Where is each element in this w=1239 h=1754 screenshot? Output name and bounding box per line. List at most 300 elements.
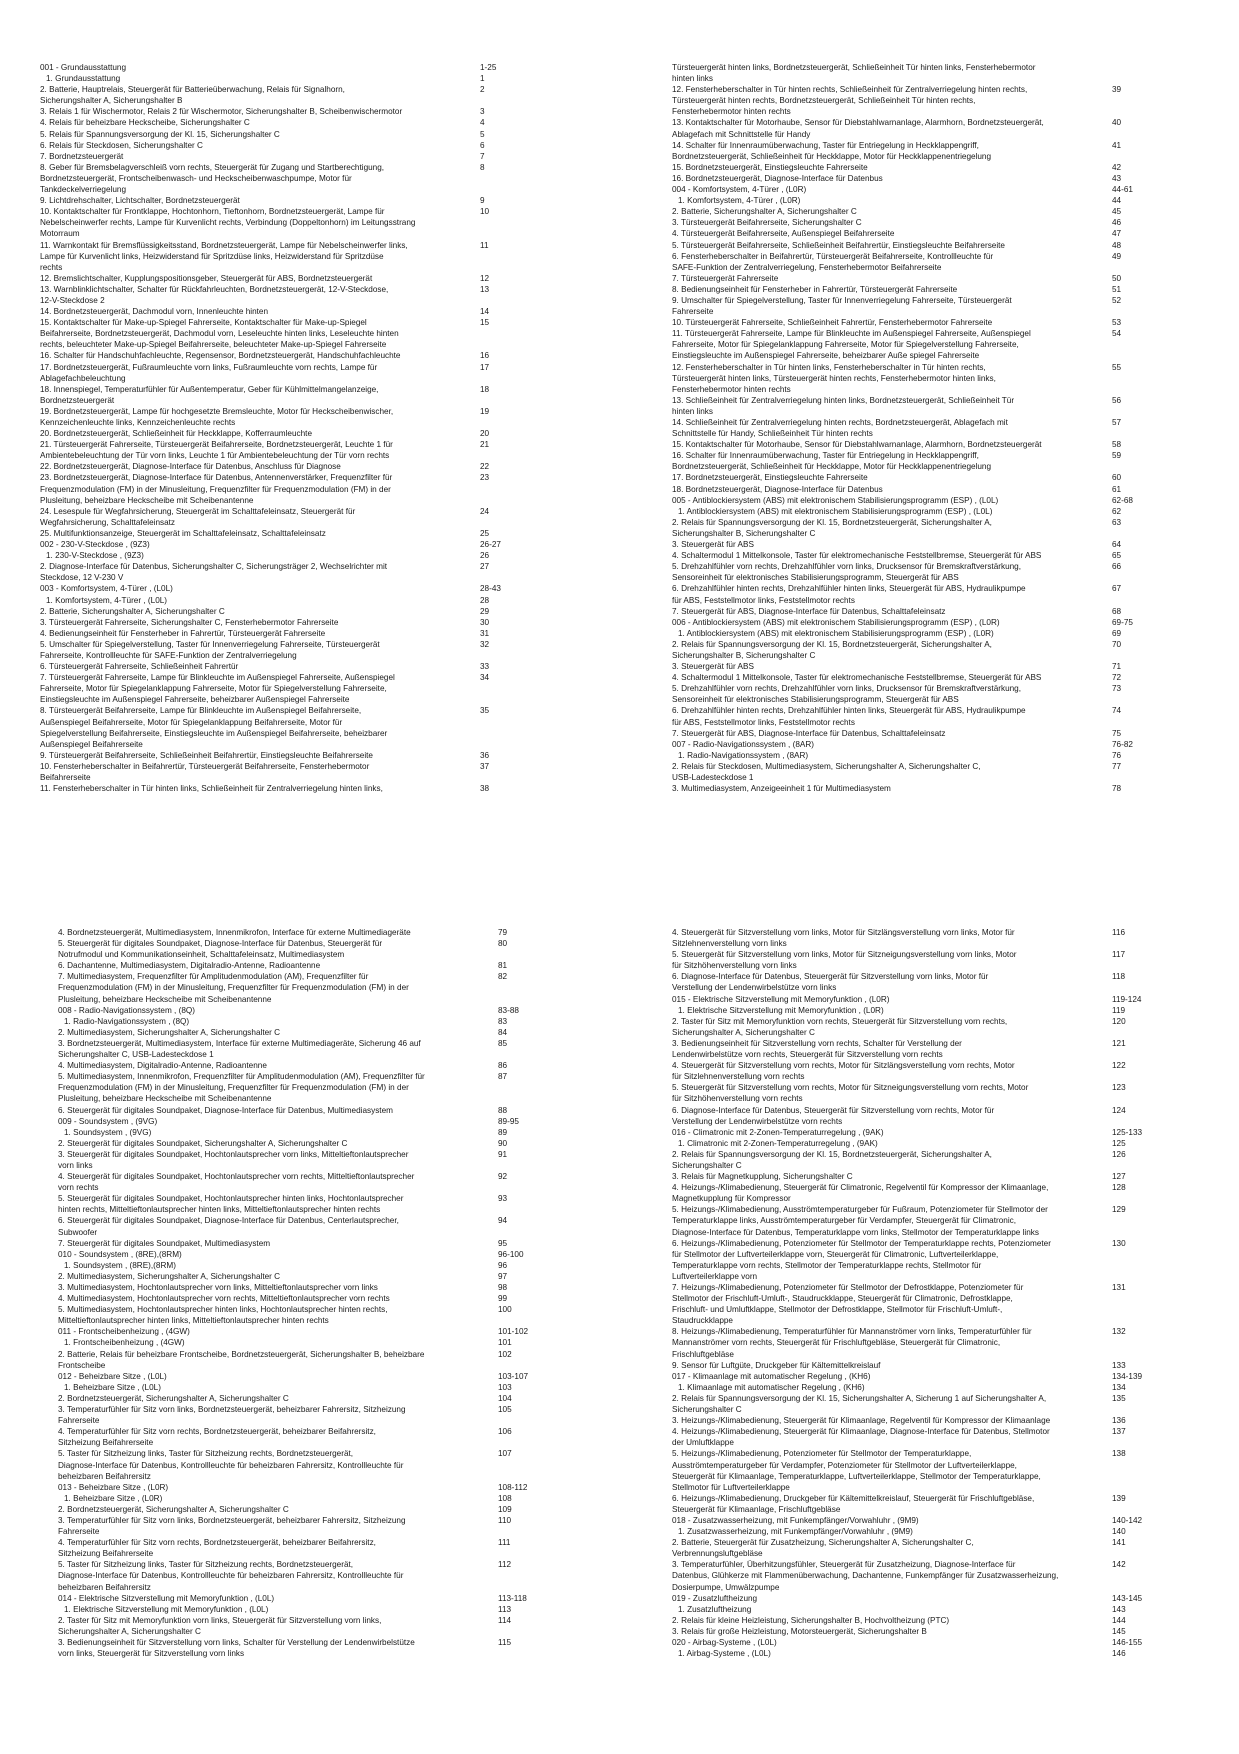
toc-entry-title: 010 - Soundsystem , (8RE),(8RM) xyxy=(58,1249,182,1259)
toc-row xyxy=(58,1559,606,1570)
toc-row xyxy=(58,1227,606,1238)
toc-entry-title: Bordnetzsteuergerät, Frontscheibenwasch- und Heckscheibenwaschpumpe, Motor für xyxy=(40,173,352,183)
toc-entry-page xyxy=(498,1415,606,1426)
toc-row xyxy=(58,938,606,949)
toc-row xyxy=(40,284,588,295)
toc-entry-page xyxy=(480,694,588,705)
toc-entry-page xyxy=(1112,1160,1220,1171)
toc-entry-page xyxy=(1112,772,1220,783)
toc-row xyxy=(58,1204,606,1215)
toc-entry-page: 33 xyxy=(480,662,490,672)
toc-row xyxy=(40,362,588,373)
toc-entry-page: 113-118 xyxy=(498,1593,527,1603)
toc-entry-title: Sicherungshalter C xyxy=(672,1405,742,1415)
toc-row xyxy=(672,1426,1220,1437)
toc-entry-page xyxy=(1112,1570,1220,1581)
toc-row xyxy=(672,539,1220,550)
toc-entry-title: 6. Diagnose-Interface für Datenbus, Steuergerät für Sitzverstellung vorn rechts, Motor für xyxy=(672,1105,995,1115)
toc-entry-title: 17. Bordnetzsteuergerät, Einstiegsleuchte Fahrerseite xyxy=(672,473,868,483)
toc-entry-title: 7. Multimediasystem, Frequenzfilter für Amplitudenmodulation (AM), Frequenzfilter für xyxy=(58,972,369,982)
toc-row xyxy=(40,739,588,750)
toc-row xyxy=(672,1626,1220,1637)
toc-entry-title: Ablagefachbeleuchtung xyxy=(40,373,126,383)
toc-row xyxy=(40,295,588,306)
toc-entry-title: vorn rechts xyxy=(58,1183,99,1193)
toc-row xyxy=(672,772,1220,783)
toc-entry-page xyxy=(498,1160,606,1171)
toc-entry-title: Außenspiegel Beifahrerseite xyxy=(40,739,143,749)
toc-entry-title: Frontscheibe xyxy=(58,1360,106,1370)
toc-row xyxy=(672,561,1220,572)
toc-row xyxy=(40,783,588,794)
toc-entry-title: 15. Kontaktschalter für Make-up-Spiegel Fahrerseite, Kontaktschalter für Make-up-Spiegel xyxy=(40,318,367,328)
toc-entry-page: 107 xyxy=(498,1449,512,1459)
toc-row xyxy=(40,129,588,140)
toc-row xyxy=(58,1615,606,1626)
toc-entry-page: 41 xyxy=(1112,140,1122,150)
toc-row xyxy=(58,982,606,993)
toc-entry-title: 2. Relais für Spannungsversorgung der Kl. 15, Bordnetzsteuergerät, Sicherungshalter A, xyxy=(672,1149,992,1159)
toc-row xyxy=(40,694,588,705)
toc-entry-title: 4. Temperaturfühler für Sitz vorn rechts, Bordnetzsteuergerät, beheizbarer Beifahrersitz, xyxy=(58,1427,376,1437)
toc-entry-page: 111 xyxy=(498,1538,511,1548)
toc-row xyxy=(40,317,588,328)
toc-entry-title: 18. Bordnetzsteuergerät, Diagnose-Interface für Datenbus xyxy=(672,484,883,494)
toc-entry-page: 130 xyxy=(1112,1238,1126,1248)
toc-row xyxy=(672,1637,1220,1648)
toc-entry-title: 16. Bordnetzsteuergerät, Diagnose-Interface für Datenbus xyxy=(672,173,883,183)
toc-entry-page: 141 xyxy=(1112,1538,1126,1548)
toc-entry-page: 105 xyxy=(498,1405,512,1415)
toc-entry-page xyxy=(480,450,588,461)
toc-row xyxy=(672,960,1220,971)
toc-entry-title: 9. Türsteuergerät Beifahrerseite, Schließeinheit Beifahrertür, Einstiegsleuchte Beifahrerseite xyxy=(40,750,373,760)
toc-entry-page: 8 xyxy=(480,162,485,172)
toc-entry-page: 79 xyxy=(498,928,508,937)
toc-row xyxy=(672,1615,1220,1626)
toc-row xyxy=(672,450,1220,461)
toc-entry-page: 115 xyxy=(498,1638,512,1647)
toc-entry-page: 31 xyxy=(480,628,490,638)
toc-entry-page: 58 xyxy=(1112,440,1122,450)
toc-row xyxy=(58,1382,606,1393)
toc-row xyxy=(672,572,1220,583)
toc-entry-title: Fensterhebermotor hinten rechts xyxy=(672,107,791,117)
toc-row xyxy=(58,1249,606,1260)
toc-entry-page xyxy=(1112,1027,1220,1038)
toc-entry-page: 138 xyxy=(1112,1449,1126,1459)
toc-row xyxy=(58,1637,606,1648)
toc-entry-title: 1. Komfortsystem, 4-Türer , (L0R) xyxy=(678,196,801,206)
toc-row xyxy=(672,1404,1220,1415)
toc-entry-page: 16 xyxy=(480,351,490,361)
toc-row xyxy=(58,1271,606,1282)
toc-entry-title: 5. Umschalter für Spiegelverstellung, Taster für Innenverriegelung Fahrerseite, Türsteuergerät xyxy=(40,639,380,649)
toc-entry-title: 5. Multimediasystem, Hochtonlautsprecher hinten links, Hochtonlautsprecher hinten rechts, xyxy=(58,1305,388,1315)
toc-entry-title: 9. Lichtdrehschalter, Lichtschalter, Bordnetzsteuergerät xyxy=(40,196,240,206)
toc-entry-page: 69 xyxy=(1112,628,1122,638)
toc-entry-page: 82 xyxy=(498,972,508,982)
toc-row xyxy=(672,750,1220,761)
toc-entry-title: Temperaturklappe links, Ausströmtemperaturgeber für Verdampfer, Steuergerät für Climatronic, xyxy=(672,1216,1017,1226)
toc-entry-page xyxy=(498,994,606,1005)
toc-entry-title: 7. Steuergerät für ABS, Diagnose-Interface für Datenbus, Schalttafeleinsatz xyxy=(672,728,946,738)
toc-row xyxy=(672,228,1220,239)
toc-entry-page: 25 xyxy=(480,528,490,538)
toc-entry-page xyxy=(480,373,588,384)
toc-row xyxy=(672,339,1220,350)
toc-entry-title: Frequenzmodulation (FM) in der Minusleitung, Frequenzfilter für Frequenzmodulation (FM) in der xyxy=(58,983,409,993)
toc-entry-title: 5. Relais für Spannungsversorgung der Kl. 15, Sicherungshalter C xyxy=(40,129,280,139)
toc-row xyxy=(40,661,588,672)
toc-row xyxy=(672,1204,1220,1215)
toc-row xyxy=(672,1249,1220,1260)
toc-entry-title: für ABS, Feststellmotor links, Feststellmotor rechts xyxy=(672,595,855,605)
toc-row xyxy=(40,228,588,239)
toc-entry-page xyxy=(1112,1471,1220,1482)
toc-entry-page xyxy=(1112,1337,1220,1348)
toc-entry-page: 13 xyxy=(480,284,490,294)
toc-row xyxy=(58,1593,606,1604)
toc-row xyxy=(58,1337,606,1348)
toc-row xyxy=(58,1071,606,1082)
toc-entry-page xyxy=(1112,1437,1220,1448)
toc-entry-page xyxy=(1112,106,1220,117)
toc-entry-page: 133 xyxy=(1112,1360,1126,1370)
toc-entry-title: 7. Bordnetzsteuergerät xyxy=(40,151,124,161)
toc-row xyxy=(58,960,606,971)
toc-row xyxy=(40,206,588,217)
toc-entry-page: 134 xyxy=(1112,1382,1126,1392)
toc-row xyxy=(672,1448,1220,1459)
toc-entry-page: 52 xyxy=(1112,295,1122,305)
toc-entry-title: hinten rechts, Mitteltieftonlautsprecher hinten links, Mitteltieftonlautsprecher hinten rechts xyxy=(58,1205,381,1215)
toc-entry-title: für ABS, Feststellmotor links, Feststellmotor rechts xyxy=(672,717,855,727)
toc-entry-page xyxy=(498,1570,606,1581)
toc-entry-title: 6. Drehzahlfühler hinten rechts, Drehzahlfühler hinten links, Steuergerät für ABS, Hydraulikpumpe xyxy=(672,584,1026,594)
toc-entry-title: 2. Batterie, Relais für beheizbare Frontscheibe, Bordnetzsteuergerät, Sicherungshalter B, beheizbare xyxy=(58,1349,425,1359)
toc-entry-page xyxy=(480,484,588,495)
toc-entry-page xyxy=(480,328,588,339)
toc-entry-title: Außenspiegel Beifahrerseite, Motor für Spiegelanklappung Beifahrerseite, Motor für xyxy=(40,717,343,727)
toc-entry-page: 96-100 xyxy=(498,1249,524,1259)
toc-entry-title: 5. Multimediasystem, Innenmikrofon, Frequenzfilter für Amplitudenmodulation (AM), Frequenzfilter für xyxy=(58,1072,425,1082)
toc-row xyxy=(58,1648,606,1659)
toc-entry-title: 10. Kontaktschalter für Frontklappe, Hochtonhorn, Tieftonhorn, Bordnetzsteuergerät, Lampe für xyxy=(40,207,385,217)
toc-entry-page: 108 xyxy=(498,1493,512,1503)
toc-row xyxy=(58,1116,606,1127)
toc-row xyxy=(672,1016,1220,1027)
toc-entry-title: 001 - Grundausstattung xyxy=(40,63,127,72)
toc-row xyxy=(40,217,588,228)
toc-entry-page: 146 xyxy=(1112,1649,1126,1659)
toc-row xyxy=(672,328,1220,339)
toc-entry-title: 003 - Komfortsystem, 4-Türer , (L0L) xyxy=(40,584,173,594)
toc-entry-title: 6. Heizungs-/Klimabedienung, Druckgeber für Kältemittelkreislauf, Steuergerät für Frischluftgebläse, xyxy=(672,1493,1035,1503)
toc-entry-title: Diagnose-Interface für Datenbus, Kontrollleuchte für beheizbaren Fahrersitz, Kontrollleuchte für xyxy=(58,1460,404,1470)
toc-entry-page xyxy=(1112,528,1220,539)
toc-row xyxy=(40,606,588,617)
toc-row xyxy=(40,506,588,517)
toc-entry-title: Einstiegsleuchte im Außenspiegel Fahrerseite, beheizbarer Außenspiegel Fahrerseite xyxy=(40,695,350,705)
toc-row xyxy=(672,273,1220,284)
toc-row xyxy=(672,938,1220,949)
toc-entry-title: 11. Fensterheberschalter in Tür hinten links, Schließeinheit für Zentralverriegelung hinten links, xyxy=(40,784,383,794)
toc-entry-title: 1. Radio-Navigationssystem , (8AR) xyxy=(678,750,809,760)
toc-row xyxy=(58,1082,606,1093)
toc-entry-title: Beifahrerseite xyxy=(40,773,91,782)
toc-row xyxy=(40,173,588,184)
toc-entry-title: 14. Bordnetzsteuergerät, Dachmodul vorn, Innenleuchte hinten xyxy=(40,307,269,317)
toc-row xyxy=(40,251,588,262)
toc-entry-page: 49 xyxy=(1112,251,1122,261)
toc-row xyxy=(58,1093,606,1104)
toc-entry-title: 3. Steuergerät für ABS xyxy=(672,662,754,672)
toc-entry-title: Sicherungshalter C xyxy=(672,1160,742,1170)
toc-entry-page xyxy=(480,517,588,528)
toc-entry-page: 132 xyxy=(1112,1327,1126,1337)
toc-entry-page: 97 xyxy=(498,1271,508,1281)
toc-entry-title: 6. Türsteuergerät Fahrerseite, Schließeinheit Fahrertür xyxy=(40,662,239,672)
toc-row xyxy=(40,95,588,106)
toc-entry-title: Ausströmtemperaturgeber für Verdampfer, Potenziometer für Stellmotor der Luftverteilerklappe, xyxy=(672,1460,1017,1470)
toc-row xyxy=(672,240,1220,251)
toc-row xyxy=(672,106,1220,117)
toc-row xyxy=(672,672,1220,683)
toc-row xyxy=(672,1049,1220,1060)
toc-entry-title: 18. Innenspiegel, Temperaturfühler für Außentemperatur, Geber für Kühlmittelmangelanzeige, xyxy=(40,384,379,394)
toc-entry-title: 013 - Beheizbare Sitze , (L0R) xyxy=(58,1482,169,1492)
toc-entry-page xyxy=(480,683,588,694)
toc-row xyxy=(40,117,588,128)
toc-entry-title: für Sitzhöhenverstellung vorn links xyxy=(672,961,797,971)
toc-entry-page xyxy=(498,1082,606,1093)
toc-entry-page xyxy=(498,1548,606,1559)
toc-row xyxy=(58,1471,606,1482)
toc-entry-page: 140 xyxy=(1112,1527,1126,1537)
toc-entry-title: Mannanströmer vorn rechts, Steuergerät für Frischluftgebläse, Steuergerät für Climatronic, xyxy=(672,1338,1001,1348)
toc-entry-title: Bordnetzsteuergerät, Schließeinheit für Heckklappe, Motor für Heckklappenentriegelung xyxy=(672,151,992,161)
toc-entry-page xyxy=(1112,1093,1220,1104)
toc-entry-page: 4 xyxy=(480,118,485,128)
toc-entry-title: 2. Taster für Sitz mit Memoryfunktion vorn links, Steuergerät für Sitzverstellung vorn links, xyxy=(58,1615,382,1625)
toc-entry-page: 10 xyxy=(480,207,490,217)
toc-row xyxy=(58,1626,606,1637)
toc-row xyxy=(40,417,588,428)
toc-row xyxy=(58,1448,606,1459)
toc-entry-title: 4. Multimediasystem, Digitalradio-Antenne, Radioantenne xyxy=(58,1061,267,1071)
toc-row xyxy=(672,1160,1220,1171)
toc-entry-title: 12-V-Steckdose 2 xyxy=(40,295,105,305)
toc-row xyxy=(672,1526,1220,1537)
toc-entry-page xyxy=(1112,339,1220,350)
toc-entry-page: 143-145 xyxy=(1112,1593,1143,1603)
toc-entry-title: 12. Fensterheberschalter in Tür hinten rechts, Schließeinheit für Zentralverriegelung hinten rechts, xyxy=(672,85,1028,95)
toc-entry-page: 72 xyxy=(1112,673,1122,683)
toc-entry-title: 2. Multimediasystem, Sicherungshalter A, Sicherungshalter C xyxy=(58,1271,281,1281)
toc-entry-title: Sicherungshalter C, USB-Ladesteckdose 1 xyxy=(58,1050,214,1060)
toc-entry-page: 38 xyxy=(480,784,490,794)
toc-row xyxy=(672,683,1220,694)
toc-row xyxy=(40,195,588,206)
toc-entry-page: 137 xyxy=(1112,1427,1126,1437)
toc-entry-page: 80 xyxy=(498,939,508,949)
toc-entry-page: 21 xyxy=(480,440,490,450)
toc-entry-title: Plusleitung, beheizbare Heckscheibe mit Scheibenantenne xyxy=(58,1094,272,1104)
toc-row xyxy=(40,728,588,739)
toc-entry-page: 116 xyxy=(1112,928,1126,937)
toc-entry-page xyxy=(1112,595,1220,606)
toc-entry-page: 101 xyxy=(498,1338,512,1348)
toc-entry-page: 110 xyxy=(498,1515,512,1525)
toc-row xyxy=(40,628,588,639)
toc-row xyxy=(672,472,1220,483)
toc-panel-bottom-left xyxy=(58,927,606,1701)
toc-row xyxy=(58,949,606,960)
toc-entry-page: 122 xyxy=(1112,1061,1126,1071)
toc-entry-title: 007 - Radio-Navigationssystem , (8AR) xyxy=(672,739,814,749)
toc-entry-title: Plusleitung, beheizbare Heckscheibe mit Scheibenantenne xyxy=(40,495,254,505)
toc-row xyxy=(58,1371,606,1382)
toc-entry-page xyxy=(498,982,606,993)
toc-entry-page: 62 xyxy=(1112,506,1122,516)
toc-entry-page xyxy=(1112,960,1220,971)
toc-entry-title: 2. Batterie, Sicherungshalter A, Sicherungshalter C xyxy=(40,606,225,616)
toc-entry-title: Lendenwirbelstütze vorn rechts, Steuergerät für Sitzverstellung vorn rechts xyxy=(672,1050,943,1060)
toc-entry-page: 53 xyxy=(1112,318,1122,328)
toc-entry-page: 40 xyxy=(1112,118,1122,128)
toc-entry-page xyxy=(498,1460,606,1471)
toc-entry-page: 127 xyxy=(1112,1172,1126,1182)
toc-row xyxy=(40,84,588,95)
toc-row xyxy=(672,1504,1220,1515)
toc-entry-page: 14 xyxy=(480,307,490,317)
toc-entry-title: 21. Türsteuergerät Fahrerseite, Türsteuergerät Beifahrerseite, Bordnetzsteuergerät, Leuchte 1 für xyxy=(40,440,393,450)
toc-row xyxy=(58,1049,606,1060)
toc-entry-title: 3. Multimediasystem, Hochtonlautsprecher vorn links, Mitteltieftonlautsprecher vorn links xyxy=(58,1283,378,1292)
toc-row xyxy=(58,1604,606,1615)
toc-entry-title: Verstellung der Lendenwirbelstütze vorn links xyxy=(672,983,837,993)
toc-entry-title: 3. Steuergerät für ABS xyxy=(672,540,754,550)
toc-entry-page: 143 xyxy=(1112,1604,1126,1614)
toc-entry-title: Steckdose, 12 V-230 V xyxy=(40,573,124,583)
toc-entry-page: 63 xyxy=(1112,517,1122,527)
toc-entry-page: 62-68 xyxy=(1112,495,1133,505)
toc-entry-title: 004 - Komfortsystem, 4-Türer , (L0R) xyxy=(672,185,807,195)
toc-row xyxy=(672,1271,1220,1282)
toc-row xyxy=(672,927,1220,938)
toc-entry-title: Sicherungshalter B, Sicherungshalter C xyxy=(672,528,816,538)
toc-entry-title: Fahrerseite xyxy=(58,1527,100,1537)
toc-entry-title: 5. Steuergerät für digitales Soundpaket, Diagnose-Interface für Datenbus, Steuergerät für xyxy=(58,939,383,949)
toc-entry-title: 10. Fensterheberschalter in Beifahrertür, Türsteuergerät Beifahrerseite, Fensterhebermotor xyxy=(40,761,370,771)
toc-entry-title: 6. Fensterheberschalter in Beifahrertür, Türsteuergerät Beifahrerseite, Kontrollleuchte für xyxy=(672,251,994,261)
toc-entry-page: 108-112 xyxy=(498,1482,528,1492)
toc-row xyxy=(40,406,588,417)
toc-row xyxy=(40,328,588,339)
toc-entry-page: 129 xyxy=(1112,1205,1126,1215)
toc-entry-page: 50 xyxy=(1112,273,1122,283)
toc-entry-page: 85 xyxy=(498,1038,508,1048)
toc-entry-title: 8. Geber für Bremsbelagverschleiß vorn rechts, Steuergerät für Zugang und Startberechtigung, xyxy=(40,162,385,172)
toc-entry-title: 015 - Elektrische Sitzverstellung mit Memoryfunktion , (L0R) xyxy=(672,994,890,1004)
toc-entry-title: 014 - Elektrische Sitzverstellung mit Memoryfunktion , (L0L) xyxy=(58,1593,275,1603)
toc-entry-title: 1. Soundsystem , (8RE),(8RM) xyxy=(64,1260,176,1270)
toc-row xyxy=(40,240,588,251)
toc-entry-title: 011 - Frontscheibenheizung , (4GW) xyxy=(58,1327,190,1337)
toc-entry-title: 16. Schalter für Innenraumüberwachung, Taster für Entriegelung in Heckklappengriff, xyxy=(672,451,979,461)
toc-entry-title: 3. Türsteuergerät Beifahrerseite, Sicherungshalter C xyxy=(672,218,862,228)
toc-entry-title: 15. Kontaktschalter für Motorhaube, Sensor für Diebstahlwarnanlage, Alarmhorn, Bordnetzsteuergerät xyxy=(672,440,1042,450)
toc-entry-page xyxy=(498,1204,606,1215)
toc-entry-page: 99 xyxy=(498,1294,508,1304)
toc-row xyxy=(672,761,1220,772)
toc-row xyxy=(672,1582,1220,1593)
toc-row xyxy=(672,306,1220,317)
toc-entry-title: 2. Diagnose-Interface für Datenbus, Sicherungshalter C, Sicherungsträger 2, Wechselrichter mit xyxy=(40,562,388,572)
toc-row xyxy=(58,1138,606,1149)
toc-row xyxy=(672,1382,1220,1393)
toc-row xyxy=(40,750,588,761)
toc-entry-page: 125 xyxy=(1112,1138,1126,1148)
toc-entry-title: Sitzlehnenverstellung vorn links xyxy=(672,939,787,949)
toc-entry-title: Sicherungshalter B, Sicherungshalter C xyxy=(672,650,816,660)
toc-entry-title: Stellmotor für Luftverteilerklappe xyxy=(672,1482,790,1492)
toc-entry-page xyxy=(1112,717,1220,728)
toc-entry-title: 6. Steuergerät für digitales Soundpaket, Diagnose-Interface für Datenbus, Centerlautsprecher, xyxy=(58,1216,399,1226)
toc-entry-title: Fahrerseite, Kontrollleuchte für SAFE-Funktion der Zentralverriegelung xyxy=(40,650,297,660)
toc-entry-title: vorn links xyxy=(58,1160,93,1170)
toc-row xyxy=(672,1349,1220,1360)
toc-entry-title: 3. Relais 1 für Wischermotor, Relais 2 für Wischermotor, Sicherungshalter B, Scheibenwischermotor xyxy=(40,107,403,117)
toc-entry-title: 1. Radio-Navigationssystem , (8Q) xyxy=(64,1016,190,1026)
toc-entry-page: 98 xyxy=(498,1283,508,1292)
toc-entry-page: 3 xyxy=(480,107,485,117)
toc-entry-page: 43 xyxy=(1112,173,1122,183)
toc-entry-page: 136 xyxy=(1112,1416,1126,1426)
toc-row xyxy=(58,1171,606,1182)
toc-entry-page: 18 xyxy=(480,384,490,394)
toc-row xyxy=(672,550,1220,561)
toc-entry-page xyxy=(1112,384,1220,395)
toc-row xyxy=(672,717,1220,728)
toc-row xyxy=(58,1493,606,1504)
toc-entry-page xyxy=(1112,306,1220,317)
toc-row xyxy=(672,1082,1220,1093)
toc-row xyxy=(40,672,588,683)
toc-entry-title: 2. Bordnetzsteuergerät, Sicherungshalter A, Sicherungshalter C xyxy=(58,1504,289,1514)
toc-entry-title: 4. Steuergerät für Sitzverstellung vorn rechts, Motor für Sitzlängsverstellung vorn rechts, Motor xyxy=(672,1061,1015,1071)
toc-row xyxy=(58,1504,606,1515)
toc-entry-page: 34 xyxy=(480,673,490,683)
toc-row xyxy=(672,140,1220,151)
toc-entry-title: 5. Drehzahlfühler vorn rechts, Drehzahlfühler vorn links, Drucksensor für Bremskraftverstärkung, xyxy=(672,562,1022,572)
toc-entry-page: 75 xyxy=(1112,728,1122,738)
toc-entry-title: Diagnose-Interface für Datenbus, Temperaturklappe vorn links, Stellmotor der Temperaturklappe links xyxy=(672,1227,1039,1237)
toc-row xyxy=(40,439,588,450)
toc-entry-title: 6. Dachantenne, Multimediasystem, Digitalradio-Antenne, Radioantenne xyxy=(58,961,321,971)
toc-row xyxy=(672,1304,1220,1315)
toc-row xyxy=(672,528,1220,539)
toc-row xyxy=(40,273,588,284)
toc-row xyxy=(40,572,588,583)
toc-row xyxy=(672,406,1220,417)
toc-row xyxy=(672,1548,1220,1559)
toc-row xyxy=(672,694,1220,705)
toc-entry-title: 2. Batterie, Hauptrelais, Steuergerät für Batterieüberwachung, Relais für Signalhorn, xyxy=(40,85,345,95)
toc-row xyxy=(672,1260,1220,1271)
toc-entry-page xyxy=(498,949,606,960)
